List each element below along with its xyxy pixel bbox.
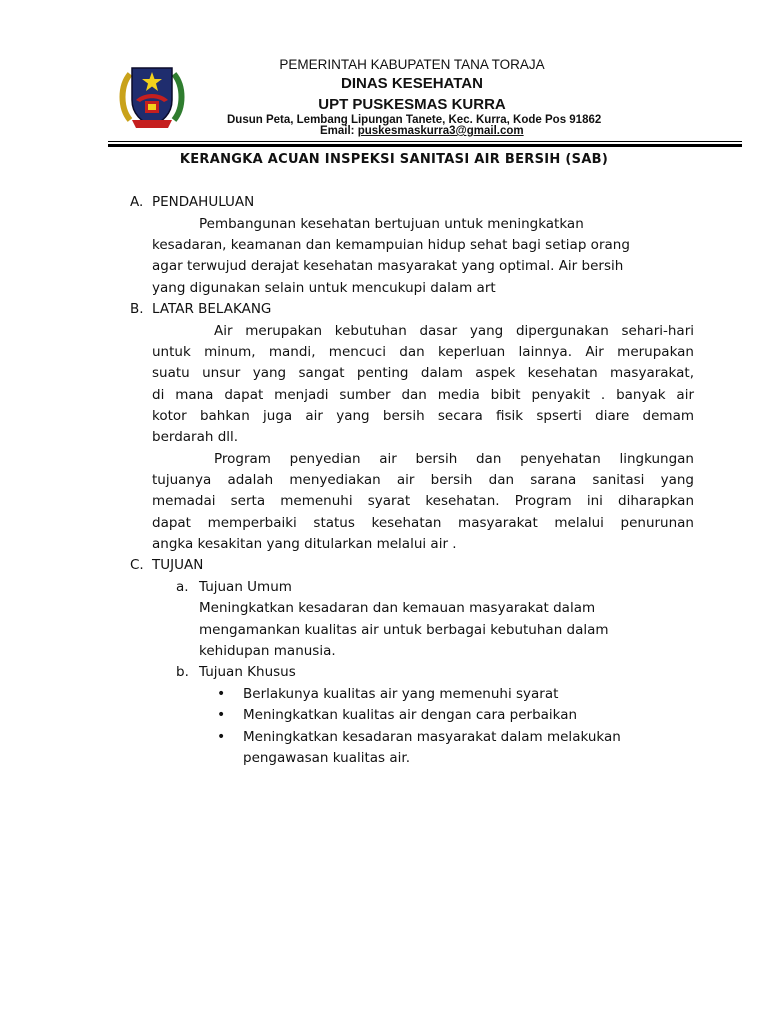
sub-a-line: Meningkatkan kesadaran dan kemauan masyarakat dalam <box>199 600 596 616</box>
section-a-line: yang digunakan selain untuk mencukupi dalam art <box>152 280 496 296</box>
email-label: Email: <box>320 125 358 137</box>
section-a-line: agar terwujud derajat kesehatan masyarakat yang optimal. Air bersih <box>152 258 624 274</box>
government-line: PEMERINTAH KABUPATEN TANA TORAJA <box>279 57 545 72</box>
bullet-dot: • <box>217 686 226 702</box>
section-b-p1-line: kotor bahkan juga air yang bersih secara fisik spserti diare demam <box>152 408 694 424</box>
letterhead-rule-thick <box>108 144 742 147</box>
office-address: Dusun Peta, Lembang Lipungan Tanete, Kec. Kurra, Kode Pos 91862 <box>227 114 602 126</box>
bullet-dot: • <box>217 729 226 745</box>
section-b-p2-line: angka kesakitan yang ditularkan melalui air . <box>152 536 457 552</box>
document-title: KERANGKA ACUAN INSPEKSI SANITASI AIR BERSIH (SAB) <box>179 152 609 167</box>
bullet-item-continuation: pengawasan kualitas air. <box>243 750 410 766</box>
section-b-p1-line: di mana dapat menjadi sumber dan media bibit penyakit . banyak air <box>152 387 694 403</box>
section-b-p1-line: Air merupakan kebutuhan dasar yang dipergunakan sehari-hari <box>214 323 694 339</box>
bullet-dot: • <box>217 707 226 723</box>
section-b-marker: B. <box>130 301 144 317</box>
section-b-p1-line: untuk minum, mandi, mencuci dan keperluan lainnya. Air merupakan <box>152 344 694 360</box>
office-email <box>320 125 524 137</box>
section-b-p2-line: tujuanya adalah menyediakan air bersih dan sarana sanitasi yang <box>152 472 694 488</box>
section-c-heading: TUJUAN <box>152 557 204 573</box>
sub-b-heading: Tujuan Khusus <box>199 664 296 680</box>
letterhead-rule-thin <box>108 141 742 142</box>
sub-a-line: mengamankan kualitas air untuk berbagai kebutuhan dalam <box>199 622 609 638</box>
email-link[interactable]: puskesmaskurra3@gmail.com <box>357 125 524 137</box>
section-c-marker: C. <box>130 557 144 573</box>
section-b-p1-line: suatu unsur yang sangat penting dalam aspek kesehatan masyarakat, <box>152 365 694 381</box>
office-name: UPT PUSKESMAS KURRA <box>318 96 506 113</box>
bullet-item: Meningkatkan kesadaran masyarakat dalam melakukan <box>243 729 621 745</box>
sub-a-line: kehidupan manusia. <box>199 643 336 659</box>
sub-a-marker: a. <box>176 579 189 595</box>
section-b-p1-line: berdarah dll. <box>152 429 239 445</box>
sub-a-heading: Tujuan Umum <box>199 579 292 595</box>
bullet-item: Meningkatkan kualitas air dengan cara perbaikan <box>243 707 578 723</box>
section-b-heading: LATAR BELAKANG <box>152 301 272 317</box>
agency-name: DINAS KESEHATAN <box>341 75 483 92</box>
sub-b-marker: b. <box>176 664 189 680</box>
section-b-p2-line: memadai serta memenuhi syarat kesehatan. Program ini diharapkan <box>152 493 694 509</box>
section-a-heading: PENDAHULUAN <box>152 194 255 210</box>
section-a-line: Pembangunan kesehatan bertujuan untuk meningkatkan <box>199 216 584 232</box>
bullet-item: Berlakunya kualitas air yang memenuhi syarat <box>243 686 559 702</box>
section-a-line: kesadaran, keamanan dan kemampuian hidup sehat bagi setiap orang <box>152 237 630 253</box>
section-b-p2-line: dapat memperbaiki status kesehatan masyarakat melalui penurunan <box>152 515 694 531</box>
section-b-p2-line: Program penyedian air bersih dan penyehatan lingkungan <box>214 451 694 467</box>
section-a-marker: A. <box>130 194 144 210</box>
